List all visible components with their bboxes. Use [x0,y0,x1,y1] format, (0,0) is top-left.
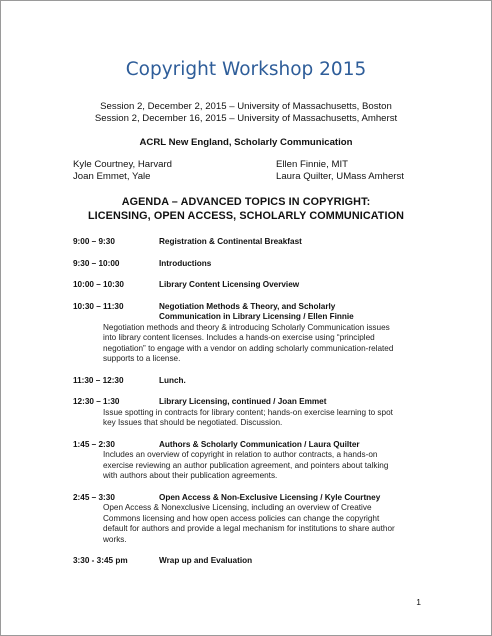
organization-heading: ACRL New England, Scholarly Communication [139,137,353,148]
agenda-row [73,376,433,387]
agenda-description-line: Issue spotting in contracts for library content; hands-on exercise learning to spot [103,407,393,417]
agenda-topic: Lunch. [159,375,186,385]
agenda-description-line: Includes an overview of copyright in relation to author contracts, a hands-on [103,450,378,459]
agenda-topic: Introductions [159,258,212,268]
session-line: Session 2, December 16, 2015 – University of Massachusetts, Amherst [94,112,398,124]
agenda-topic: Open Access & Non-Exclusive Licensing / Kyle Courtney [159,492,381,502]
agenda-time: 12:30 – 1:30 [73,397,120,406]
agenda-list [73,237,433,578]
agenda-description-line: key Issues that should be negotiated. Discussion. [103,418,283,427]
agenda-time: 2:45 – 3:30 [73,492,115,502]
document-title: Copyright Workshop 2015 [125,59,367,80]
agenda-row [73,493,433,504]
agenda-description-line: into library content licenses. Includes a hands-on exercise using “principled [103,333,375,342]
agenda-description-line: Open Access & Nonexclusive Licensing, including an overview of Creative [103,503,372,512]
presenters-left [73,159,172,183]
agenda-item [73,280,433,291]
agenda-description-line: default for authors and provide a legal mechanism for institutions to share author [103,524,395,533]
presenters-right [276,159,404,183]
agenda-row [73,312,433,323]
agenda-time: 1:45 – 2:30 [73,439,115,449]
agenda-item [73,397,433,429]
agenda-row [73,302,433,313]
agenda-heading [1,195,491,223]
agenda-item [73,302,433,365]
agenda-description-line: Negotiation methods and theory & introducing Scholarly Communication issues [103,322,390,332]
presenter-name: Laura Quilter, UMass Amherst [276,171,404,182]
agenda-time: 11:30 – 12:30 [73,375,124,385]
agenda-description-line: works. [103,534,127,544]
agenda-heading-line: LICENSING, OPEN ACCESS, SCHOLARLY COMMUNICATION [87,210,405,222]
agenda-topic: Library Licensing, continued / Joan Emmet [159,397,327,406]
agenda-time: 10:00 – 10:30 [73,280,124,289]
agenda-description-line: with authors about their publication agreements. [103,471,278,480]
agenda-description-line: Commons licensing and how open access policies can change the copyright [103,513,380,523]
agenda-item [73,440,433,482]
agenda-row [73,280,433,291]
agenda-time: 9:00 – 9:30 [73,237,115,246]
agenda-time: 9:30 – 10:00 [73,258,120,268]
agenda-topic: Library Content Licensing Overview [159,280,300,289]
agenda-item [73,259,433,270]
agenda-description-line: supports to a license. [103,354,181,363]
agenda-row [73,259,433,270]
agenda-time: 3:30 - 3:45 pm [73,556,128,565]
agenda-item [73,376,433,387]
agenda-description-line: negotiation” to engage with a vendor on adding scholarly communication-related [103,343,394,353]
agenda-topic: Registration & Continental Breakfast [159,237,302,246]
agenda-topic: Wrap up and Evaluation [159,556,253,565]
page-number: 1 [416,597,421,607]
presenter-name: Ellen Finnie, MIT [276,159,348,170]
agenda-row [73,556,433,567]
presenter-name: Joan Emmet, Yale [73,171,151,182]
agenda-topic: Negotiation Methods & Theory, and Scholarly [159,301,336,311]
agenda-item [73,237,433,248]
agenda-description-line: exercise reviewing an author publication agreement, and pointers about talking [103,460,389,470]
agenda-heading-line: AGENDA – ADVANCED TOPICS IN COPYRIGHT: [121,196,371,208]
agenda-topic: Communication in Library Licensing / Ellen Finnie [159,312,354,321]
agenda-item [73,556,433,567]
agenda-item [73,493,433,546]
agenda-time: 10:30 – 11:30 [73,301,124,311]
agenda-row [73,397,433,408]
agenda-row [73,440,433,451]
agenda-topic: Authors & Scholarly Communication / Laura Quilter [159,439,360,449]
session-line: Session 2, December 2, 2015 – University of Massachusetts, Boston [100,101,392,112]
session-list [1,101,491,124]
presenter-name: Kyle Courtney, Harvard [73,159,172,170]
agenda-row [73,237,433,248]
